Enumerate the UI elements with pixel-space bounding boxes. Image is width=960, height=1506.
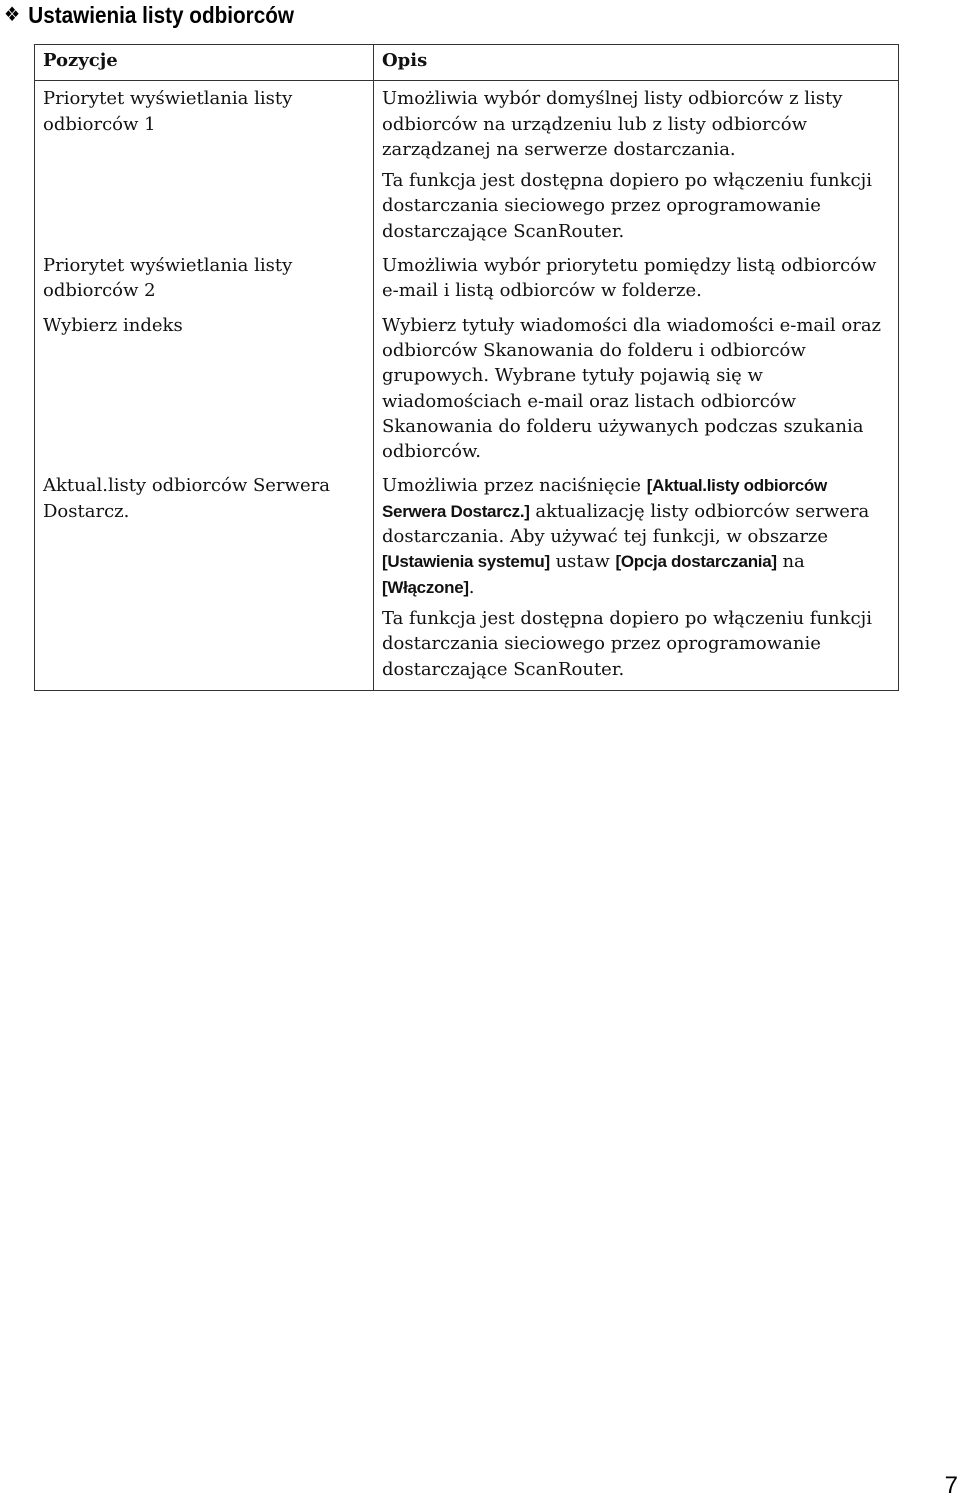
row-description [374, 81, 899, 248]
table-row [35, 468, 899, 690]
description-note: Ta funkcja jest dostępna dopiero po włączeniu funkcji dostarczania sieciowego przez oprogramowanie dostarczające ScanRouter. [382, 170, 872, 242]
text-segment: ustaw [549, 551, 616, 573]
table-row [35, 81, 899, 248]
table-header-row [35, 45, 899, 81]
description-paragraph: Umożliwia wybór priorytetu pomiędzy listą odbiorców e-mail i listą odbiorców w folderze. [382, 255, 877, 302]
settings-table [34, 44, 899, 691]
row-description [374, 308, 899, 469]
table-row [35, 248, 899, 308]
row-item: Priorytet wyświetlania listy odbiorców 1 [35, 81, 374, 248]
row-item: Wybierz indeks [35, 308, 374, 469]
table-row [35, 308, 899, 469]
description-paragraph: Wybierz tytuły wiadomości dla wiadomości e-mail oraz odbiorców Skanowania do folderu i odbiorców grupowych. Wybrane tytuły pojawią się w wiadomościach e-mail oraz listach odbiorców Skanowania do folderu używanych podczas szukania odbiorców. [382, 314, 882, 463]
description-paragraph: Umożliwia wybór domyślnej listy odbiorców z listy odbiorców na urządzeniu lub z listy odbiorców zarządzanej na serwerze dostarczania. [382, 88, 843, 160]
description-paragraph [382, 473, 890, 599]
key-wlaczone: [Włączone] [382, 577, 469, 597]
row-description [374, 468, 899, 690]
key-opcja-dostarczania: [Opcja dostarczania] [615, 552, 777, 572]
header-description: Opis [374, 45, 899, 81]
key-aktual-listy-odbiorcow: [Aktual.listy odbiorców Serwera Dostarcz.] [382, 476, 827, 521]
row-description [374, 248, 899, 308]
text-segment: . [468, 576, 475, 598]
row-item: Priorytet wyświetlania listy odbiorców 2 [35, 248, 374, 308]
key-ustawienia-systemu: [Ustawienia systemu] [382, 552, 550, 572]
description-note: Ta funkcja jest dostępna dopiero po włączeniu funkcji dostarczania sieciowego przez oprogramowanie dostarczające ScanRouter. [382, 607, 872, 680]
text-segment: na [776, 551, 805, 573]
header-item: Pozycje [35, 45, 374, 81]
section-heading [4, 0, 294, 30]
text-segment: Umożliwia przez naciśnięcie [382, 475, 647, 497]
section-title-text: Ustawienia listy odbiorców [28, 1, 294, 28]
row-item: Aktual.listy odbiorców Serwera Dostarcz. [35, 468, 374, 690]
page-number: 7 [944, 1472, 958, 1499]
text-segment: aktualizację listy odbiorców serwera dostarczania. Aby używać tej funkcji, w obszarze [382, 500, 870, 548]
diamond-bullet-icon: ❖ [4, 4, 21, 26]
